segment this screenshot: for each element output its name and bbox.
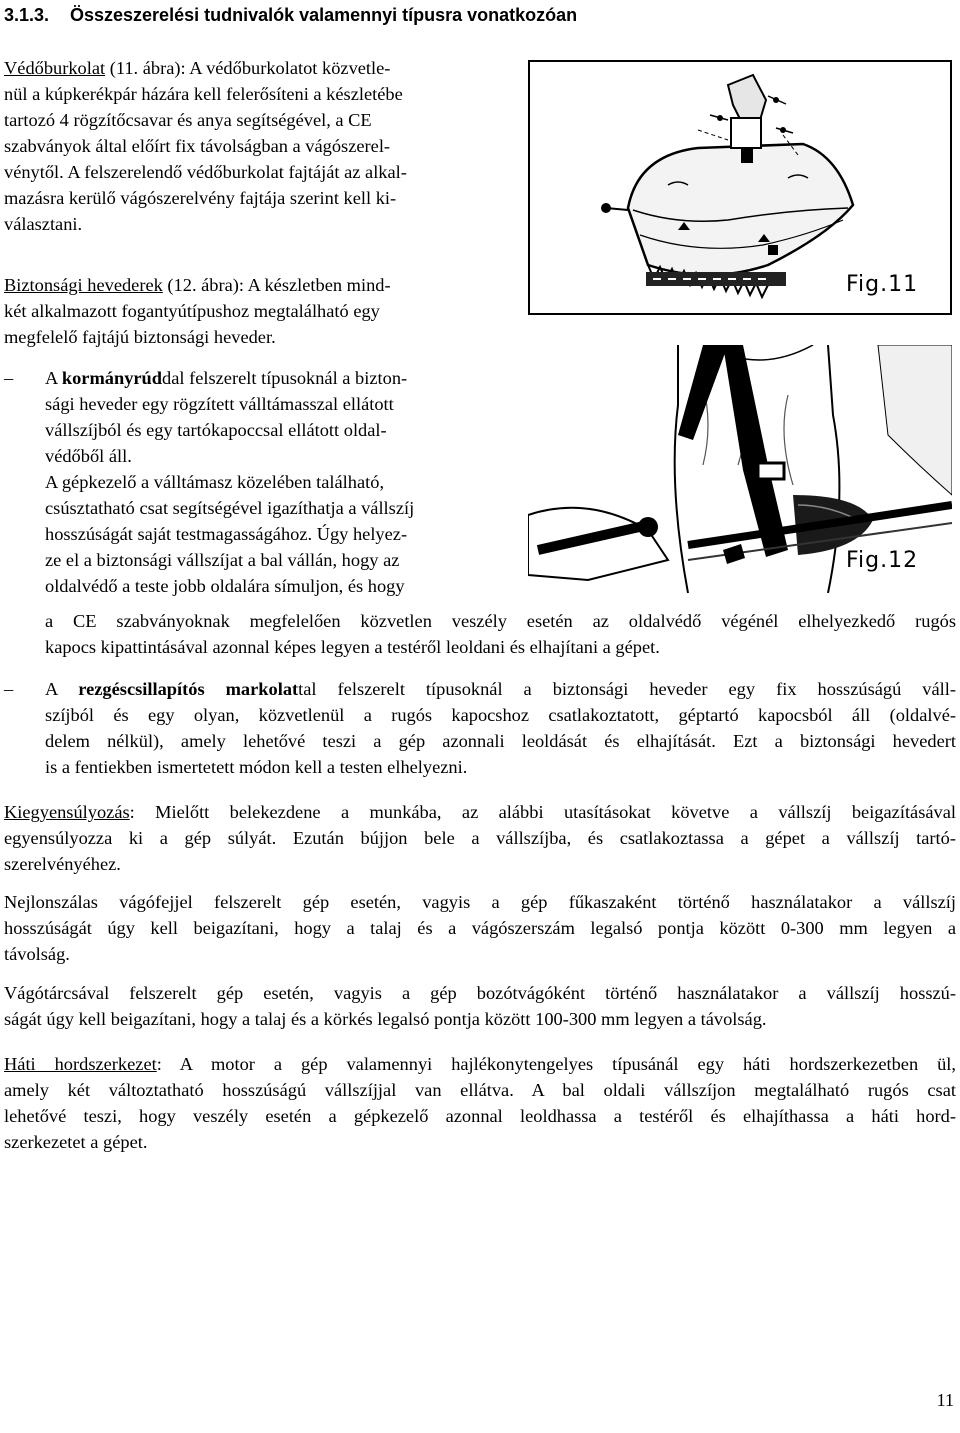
bullet1-line-3: vállszíjból és egy tartókapoccsal ellátott oldal- <box>45 420 387 440</box>
hati-term: Háti hordszerkezet <box>4 1054 157 1074</box>
nejlon-line-2: hosszúságát úgy kell beigazítani, hogy a talaj és a vágószerszám legalsó pontja között 0-300 mm legyen a <box>4 918 956 938</box>
nejlon-line-1: Nejlonszálas vágófejjel felszerelt gép esetén, vagyis a gép fűkaszaként történő használatakor a vállszíj <box>4 892 956 912</box>
figure-12-label: Fig.12 <box>846 548 919 573</box>
figure-12 <box>528 345 952 593</box>
section-heading <box>4 3 577 27</box>
hati-line-3: lehetővé teszi, hogy veszély esetén a gépkezelő azonnal leoldhassa a testéről és elhajíthassa a háti hord- <box>4 1106 956 1126</box>
bullet-dash-2: – <box>4 679 14 699</box>
bullet-dash-1: – <box>4 368 14 388</box>
kiegyensulyozas-line-3: szerelvényéhez. <box>4 854 121 874</box>
bullet1-line-11: kapocs kipattintásával azonnal képes legyen a testéről leoldani és elhajítani a gépet. <box>45 637 660 657</box>
bullet1-line-9: oldalvédő a teste jobb oldalára símuljon, és hogy <box>45 576 405 596</box>
bullet1-line-2: sági heveder egy rögzített válltámasszal ellátott <box>45 394 394 414</box>
page-number: 11 <box>936 1390 954 1410</box>
vedoburkolat-line-7: választani. <box>4 214 83 234</box>
hevederek-line-1: Biztonsági hevederek (12. ábra): A készletben mind- <box>4 275 391 295</box>
kiegyensulyozas-line-1: Kiegyensúlyozás: Mielőtt belekezdene a munkába, az alábbi utasításokat követve a vállszíj beigazításával <box>4 802 956 822</box>
nejlon-line-3: távolság. <box>4 944 70 964</box>
bullet1-line-6: csúsztatható csat segítségével igazíthatja a vállszíj <box>45 498 415 518</box>
bullet1-line-1: A kormányrúddal felszerelt típusoknál a bizton- <box>45 368 408 388</box>
hevederek-line-3: megfelelő fajtájú biztonsági heveder. <box>4 327 276 347</box>
vedoburkolat-line-1: Védőburkolat (11. ábra): A védőburkolatot közvetle- <box>4 58 391 78</box>
bullet2-line-3: delem nélkül), amely lehetővé teszi a gép azonnali leoldását és elhajítását. Ezt a biztonsági hevedert <box>45 731 956 751</box>
hevederek-term: Biztonsági hevederek <box>4 275 163 295</box>
hati-line-4: szerkezetet a gépet. <box>4 1132 148 1152</box>
vedoburkolat-line-2: nül a kúpkerékpár házára kell felerősíteni a készletébe <box>4 84 403 104</box>
kiegyensulyozas-line-2: egyensúlyozza ki a gép súlyát. Ezután bújjon bele a vállszíjba, és csatlakoztassa a gépet a vállszíj tartó- <box>4 828 956 848</box>
section-number: 3.1.3. <box>4 5 50 25</box>
vedoburkolat-line-3: tartozó 4 rögzítőcsavar és anya segítségével, a CE <box>4 110 372 130</box>
hati-line-1: Háti hordszerkezet: A motor a gép valamennyi hajlékonytengelyes típusánál egy háti hordszerkezetben ül, <box>4 1054 956 1074</box>
hati-line-2: amely két változtatható hosszúságú vállszíjjal van ellátva. A bal oldali vállszíjon megtalálható rugós csat <box>4 1080 956 1100</box>
bullet1-line-8: ze el a biztonsági vállszíjat a bal vállán, hogy az <box>45 550 400 570</box>
vedoburkolat-term: Védőburkolat <box>4 58 106 78</box>
bullet2-line-4: is a fentiekben ismertetett módon kell a testen elhelyezni. <box>45 757 468 777</box>
bullet1-line-10: a CE szabványoknak megfelelően közvetlen veszély esetén az oldalvédő végénél elhelyezkedő rugós <box>45 611 956 631</box>
kiegyensulyozas-term: Kiegyensúlyozás <box>4 802 130 822</box>
bullet2-line-2: szíjból és egy olyan, közvetlenül a rugós kapocshoz csatlakoztatott, géptartó kapocsból áll (oldalvé- <box>45 705 956 725</box>
vedoburkolat-line-4: szabványok által előírt fix távolságban a vágószerel- <box>4 136 391 156</box>
vagotarcsa-line-1: Vágótárcsával felszerelt gép esetén, vagyis a gép bozótvágóként történő használatakor a vállszíj hosszú- <box>4 983 956 1003</box>
bullet2-line-1: A rezgéscsillapítós markolattal felszerelt típusoknál a biztonsági heveder egy fix hosszúságú váll- <box>45 679 956 699</box>
vagotarcsa-line-2: ságát úgy kell beigazítani, hogy a talaj és a körkés legalsó pontja között 100-300 mm legyen a távolság. <box>4 1009 767 1029</box>
hevederek-line-2: két alkalmazott fogantyútípushoz megtalálható egy <box>4 301 380 321</box>
bullet1-bold-term: kormányrúd <box>61 368 163 388</box>
section-title: Összeszerelési tudnivalók valamennyi típusra vonatkozóan <box>70 5 578 25</box>
figure-11-label: Fig.11 <box>846 272 919 297</box>
figure-11 <box>528 60 952 315</box>
bullet1-line-7: hosszúságát saját testmagasságához. Úgy helyez- <box>45 524 408 544</box>
vedoburkolat-line-6: mazásra kerülő vágószerelvény fajtája szerint kell ki- <box>4 188 397 208</box>
bullet2-bold-term: rezgéscsillapítós markolat <box>78 679 299 699</box>
vedoburkolat-line-5: vénytől. A felszerelendő védőburkolat fajtáját az alkal- <box>4 162 407 182</box>
bullet1-line-4: védőből áll. <box>45 446 132 466</box>
bullet1-line-5: A gépkezelő a válltámasz közelében található, <box>45 472 385 492</box>
